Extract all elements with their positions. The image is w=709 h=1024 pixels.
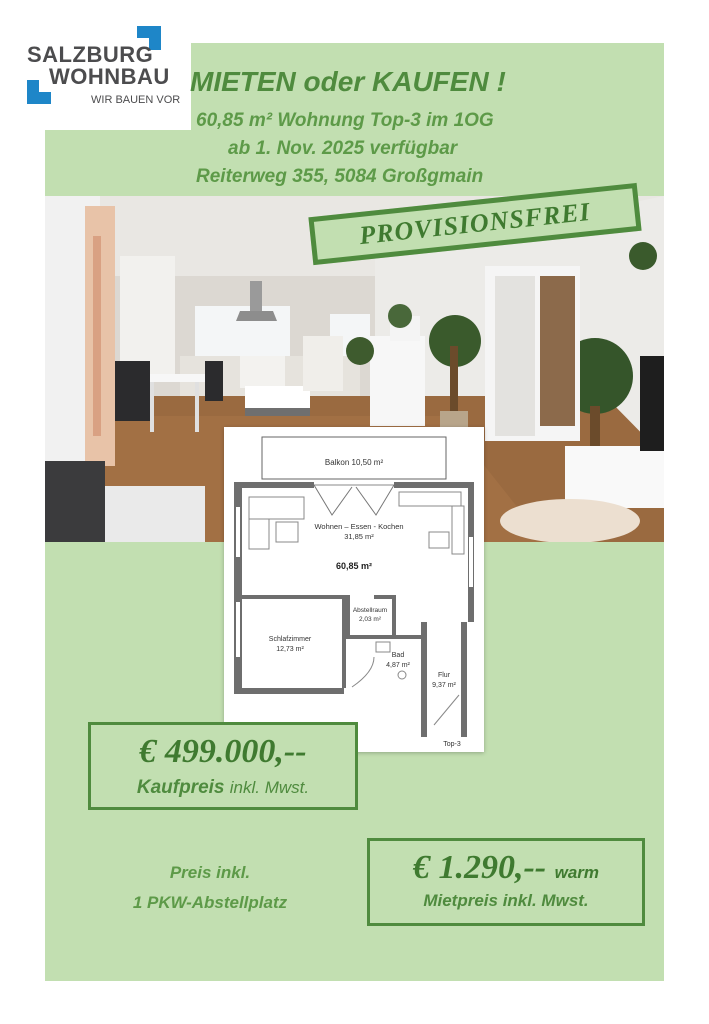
- living-room-area: 31,85 m²: [344, 532, 374, 541]
- unit-label: Top-3: [443, 741, 461, 748]
- headline-address: Reiterweg 355, 5084 Großgmain: [196, 166, 484, 187]
- purchase-price-label: [91, 777, 355, 799]
- stamp-text: PROVISIONSFREI: [357, 196, 592, 251]
- headline-title: MIETEN oder KAUFEN !: [190, 66, 506, 97]
- rent-price-suffix: warm: [554, 863, 600, 882]
- total-area-label: 60,85 m²: [335, 561, 373, 571]
- parking-note: [110, 858, 310, 918]
- balcony-label: Balkon 10,50 m²: [324, 458, 384, 467]
- hall-label: Flur: [437, 672, 451, 679]
- rent-price-line: [370, 849, 642, 887]
- bath-label: Bad: [391, 652, 405, 659]
- purchase-price-box: [88, 722, 358, 810]
- bath-area: 4,87 m²: [386, 662, 410, 669]
- bedroom-label: Schlafzimmer: [268, 636, 312, 643]
- parking-note-line1: Preis inkl.: [169, 863, 251, 882]
- salzburg-wohnbau-logo: [21, 20, 191, 130]
- hall-area: 9,37 m²: [432, 682, 456, 689]
- headline-size: 60,85 m² Wohnung Top-3 im 1OG: [196, 110, 494, 131]
- rent-price-label: Mietpreis inkl. Mwst.: [423, 891, 589, 910]
- purchase-label: Kaufpreis: [136, 777, 225, 798]
- purchase-label-suffix: inkl. Mwst.: [229, 778, 310, 797]
- floor-plan-drawing: [224, 427, 484, 752]
- purchase-price: € 499.000,--: [139, 733, 307, 770]
- bedroom-area: 12,73 m²: [276, 646, 304, 653]
- parking-note-line2: 1 PKW-Abstellplatz: [132, 893, 288, 912]
- rent-price-box: [367, 838, 645, 926]
- logo-text-line1: SALZBURG: [27, 42, 154, 67]
- storage-area: 2,03 m²: [358, 616, 382, 623]
- headline-availability: ab 1. Nov. 2025 verfügbar: [228, 138, 458, 159]
- rent-price: € 1.290,--: [412, 849, 547, 886]
- logo-text-line2: WOHNBAU: [49, 64, 170, 89]
- storage-label: Abstellraum: [352, 607, 388, 614]
- living-room-label: Wohnen – Essen - Kochen: [314, 522, 404, 531]
- floor-plan: [224, 427, 484, 752]
- logo-tagline: WIR BAUEN VOR: [91, 94, 181, 106]
